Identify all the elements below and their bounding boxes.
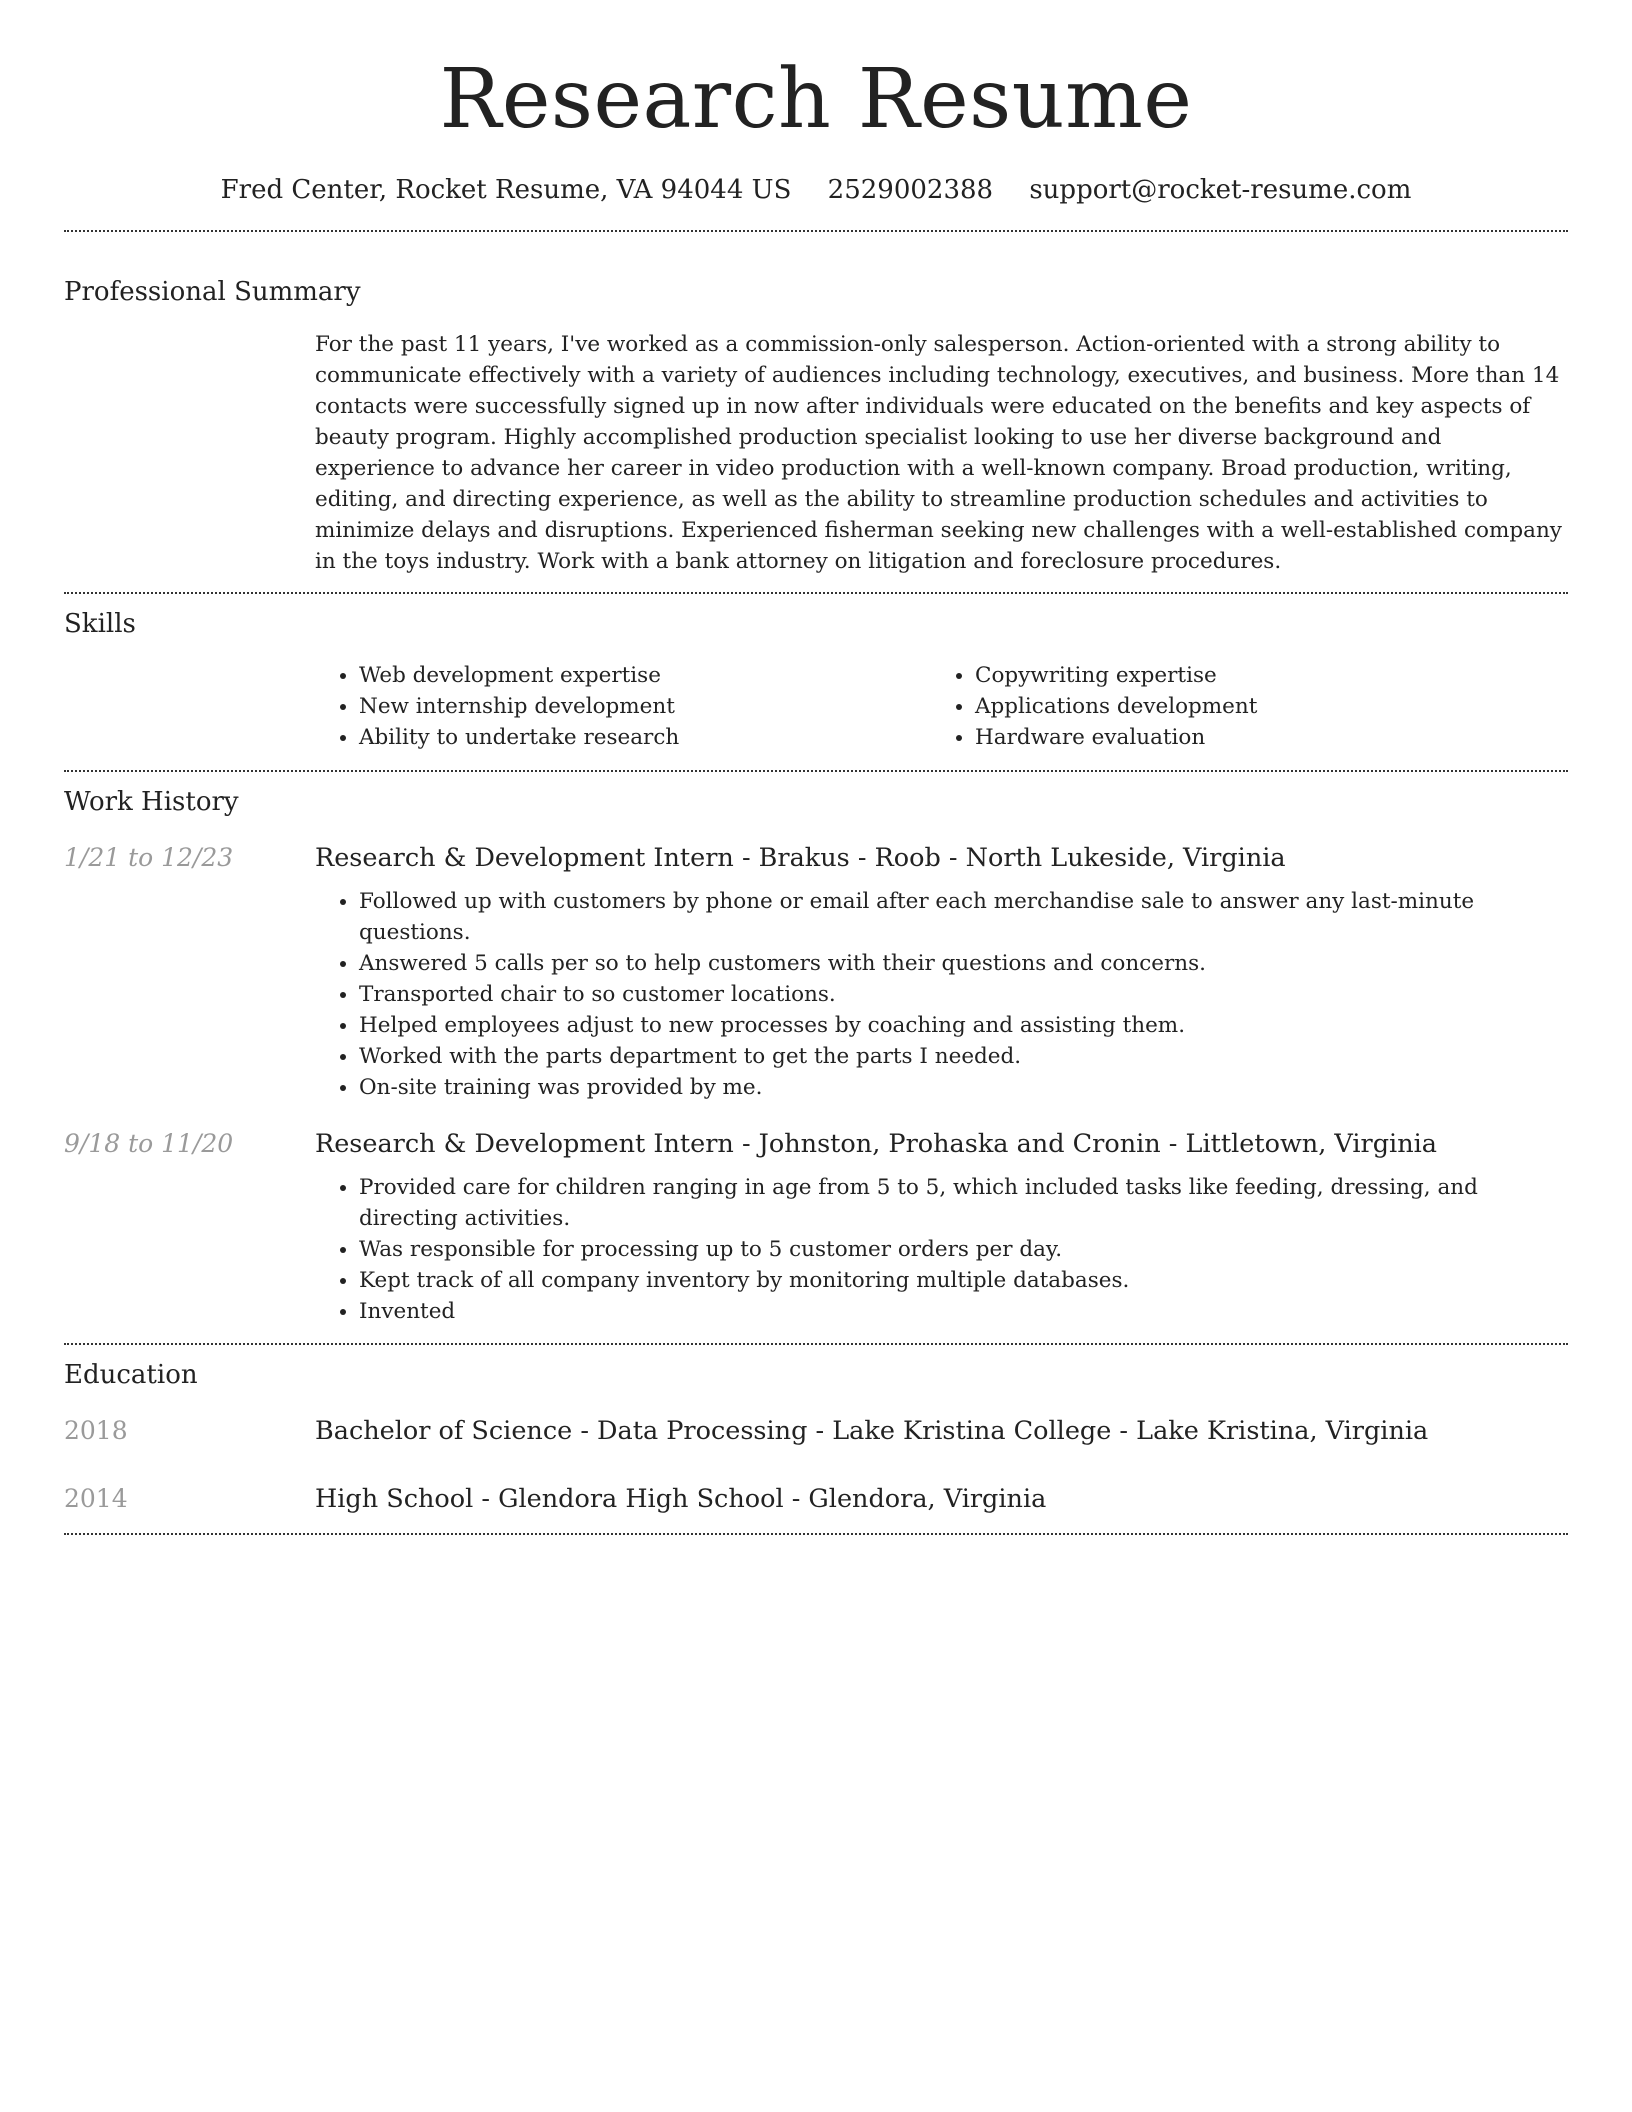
summary-section: [64, 274, 1568, 577]
list-item: • Was responsible for processing up to 5 customer orders per day.: [359, 1234, 1568, 1265]
education-year: 2018: [64, 1416, 128, 1445]
job-company: Johnston, Prohaska and Cronin - Littletown, Virginia: [758, 1129, 1437, 1159]
job-details: [315, 886, 1568, 1103]
education-entry: [64, 1481, 1568, 1517]
job-entry: [64, 840, 1568, 1103]
divider-header: [64, 230, 1568, 232]
contact-address: Fred Center, Rocket Resume, VA 94044 US: [220, 175, 792, 205]
contact-email: support@rocket-resume.com: [1029, 175, 1412, 205]
education-heading: Education: [64, 1360, 198, 1390]
divider-work: [64, 1343, 1568, 1345]
education-year: 2014: [64, 1484, 128, 1513]
skill-item: • Ability to undertake research: [359, 722, 931, 753]
list-item: • Transported chair to so customer locations.: [359, 979, 1568, 1010]
education-title-line: [315, 1413, 1428, 1449]
education-title-line: [315, 1481, 1046, 1517]
summary-body: [315, 329, 1568, 577]
education-school: Glendora High School - Glendora, Virginia: [498, 1484, 1047, 1514]
education-section: [64, 1357, 1568, 1517]
job-title-line: [315, 840, 1286, 876]
job-details: [315, 1172, 1568, 1327]
skill-item: • New internship development: [359, 691, 931, 722]
skills-list: [315, 660, 1568, 753]
skill-item: • Web development expertise: [359, 660, 931, 691]
job-header: [64, 1126, 1568, 1162]
education-degree: Bachelor of Science - Data Processing: [315, 1416, 808, 1446]
separator: -: [733, 843, 759, 873]
job-entry: [64, 1126, 1568, 1327]
job-title-line: [315, 1126, 1437, 1162]
summary-heading: Professional Summary: [64, 277, 361, 307]
education-degree: High School: [315, 1484, 474, 1514]
separator: -: [473, 1484, 499, 1514]
list-item: • Invented: [359, 1296, 1568, 1327]
skill-item: • Applications development: [975, 691, 1547, 722]
education-entry: [64, 1413, 1568, 1449]
contact-line: [64, 172, 1568, 208]
list-item: • Helped employees adjust to new processes by coaching and assisting them.: [359, 1010, 1568, 1041]
work-heading: Work History: [64, 787, 239, 817]
education-school: Lake Kristina College - Lake Kristina, Virginia: [832, 1416, 1429, 1446]
skill-item: • Hardware evaluation: [975, 722, 1547, 753]
separator: -: [733, 1129, 759, 1159]
job-company: Brakus - Roob - North Lukeside, Virginia: [758, 843, 1286, 873]
job-date: 1/21 to 12/23: [64, 843, 234, 872]
list-item: • Answered 5 calls per so to help customers with their questions and concerns.: [359, 948, 1568, 979]
job-bullets: [315, 886, 1568, 1103]
job-header: [64, 840, 1568, 876]
skills-section: [64, 606, 1568, 753]
skill-item: • Copywriting expertise: [975, 660, 1547, 691]
job-date: 9/18 to 11/20: [64, 1129, 234, 1158]
summary-text: For the past 11 years, I've worked as a commission-only salesperson. Action-oriented with a strong ability to communicate effectively with a variety of audiences including technology, executives, and business. More than 14 contacts were successfully signed up in now after individuals were educated on the benefits and key aspects of beauty program. Highly accomplished production specialist looking to use her diverse background and experience to advance her career in video production with a well-known company. Broad production, writing, editing, and directing experience, as well as the ability to streamline production schedules and activities to minimize delays and disruptions. Experienced fisherman seeking new challenges with a well-established company in the toys industry. Work with a bank attorney on litigation and foreclosure procedures.: [315, 332, 1562, 574]
list-item: • On-site training was provided by me.: [359, 1072, 1568, 1103]
job-bullets: [315, 1172, 1568, 1327]
resume-page: [64, 0, 1568, 1535]
divider-education: [64, 1533, 1568, 1535]
job-role: Research & Development Intern: [315, 843, 734, 873]
divider-skills: [64, 770, 1568, 772]
contact-phone: 2529002388: [827, 175, 994, 205]
divider-summary: [64, 592, 1568, 594]
list-item: • Followed up with customers by phone or email after each merchandise sale to answer any last-minute questions.: [359, 886, 1568, 948]
separator: -: [807, 1416, 833, 1446]
page-title: Research Resume: [439, 52, 1193, 147]
job-role: Research & Development Intern: [315, 1129, 734, 1159]
skills-column-left: [315, 660, 931, 753]
skills-heading: Skills: [64, 609, 136, 639]
list-item: • Worked with the parts department to get the parts I needed.: [359, 1041, 1568, 1072]
work-section: [64, 784, 1568, 1327]
skills-column-right: [931, 660, 1547, 753]
list-item: • Kept track of all company inventory by monitoring multiple databases.: [359, 1265, 1568, 1296]
list-item: • Provided care for children ranging in age from 5 to 5, which included tasks like feeding, dressing, and directing activities.: [359, 1172, 1568, 1234]
